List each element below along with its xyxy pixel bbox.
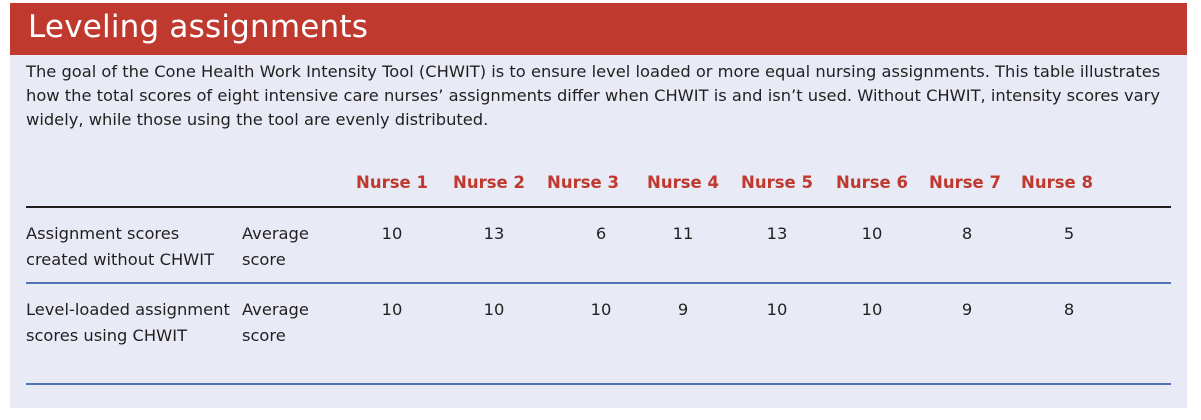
cell-value: 10	[381, 300, 403, 319]
row-divider	[26, 282, 1171, 284]
cell-value: 10	[483, 300, 505, 319]
cell-value: 8	[1063, 300, 1075, 319]
cell-value: 6	[595, 224, 607, 243]
title-bar	[10, 3, 1187, 55]
leveling-assignments-panel	[10, 3, 1187, 408]
cell-value: 10	[861, 224, 883, 243]
column-header-nurse-1: Nurse 1	[356, 173, 428, 192]
cell-value: 10	[861, 300, 883, 319]
column-header-nurse-3: Nurse 3	[547, 173, 619, 192]
cell-value: 10	[590, 300, 612, 319]
column-header-nurse-6: Nurse 6	[836, 173, 908, 192]
column-header-nurse-8: Nurse 8	[1021, 173, 1093, 192]
column-header-nurse-2: Nurse 2	[453, 173, 525, 192]
panel-title: Leveling assignments	[28, 9, 369, 45]
row-label: Level-loaded assignment scores using CHWIT	[26, 300, 230, 345]
column-header-nurse-7: Nurse 7	[929, 173, 1001, 192]
cell-value: 8	[961, 224, 973, 243]
table-bottom-rule	[26, 383, 1171, 385]
cell-value: 13	[483, 224, 505, 243]
row-measure: Average score	[242, 224, 309, 269]
cell-value: 9	[961, 300, 973, 319]
intro-paragraph: The goal of the Cone Health Work Intensity Tool (CHWIT) is to ensure level loaded or more equal nursing assignments. This table illustrates how the total scores of eight intensive care nurses’ assignments differ when CHWIT is and isn’t used. Without CHWIT, intensity scores vary widely, while those using the tool are evenly distributed.	[26, 62, 1161, 129]
cell-value: 10	[766, 300, 788, 319]
column-header-nurse-4: Nurse 4	[647, 173, 719, 192]
header-divider	[26, 206, 1171, 208]
cell-value: 11	[672, 224, 694, 243]
cell-value: 10	[381, 224, 403, 243]
cell-value: 5	[1063, 224, 1075, 243]
column-header-nurse-5: Nurse 5	[741, 173, 813, 192]
cell-value: 13	[766, 224, 788, 243]
row-measure: Average score	[242, 300, 309, 345]
cell-value: 9	[677, 300, 689, 319]
row-label: Assignment scores created without CHWIT	[26, 224, 215, 269]
